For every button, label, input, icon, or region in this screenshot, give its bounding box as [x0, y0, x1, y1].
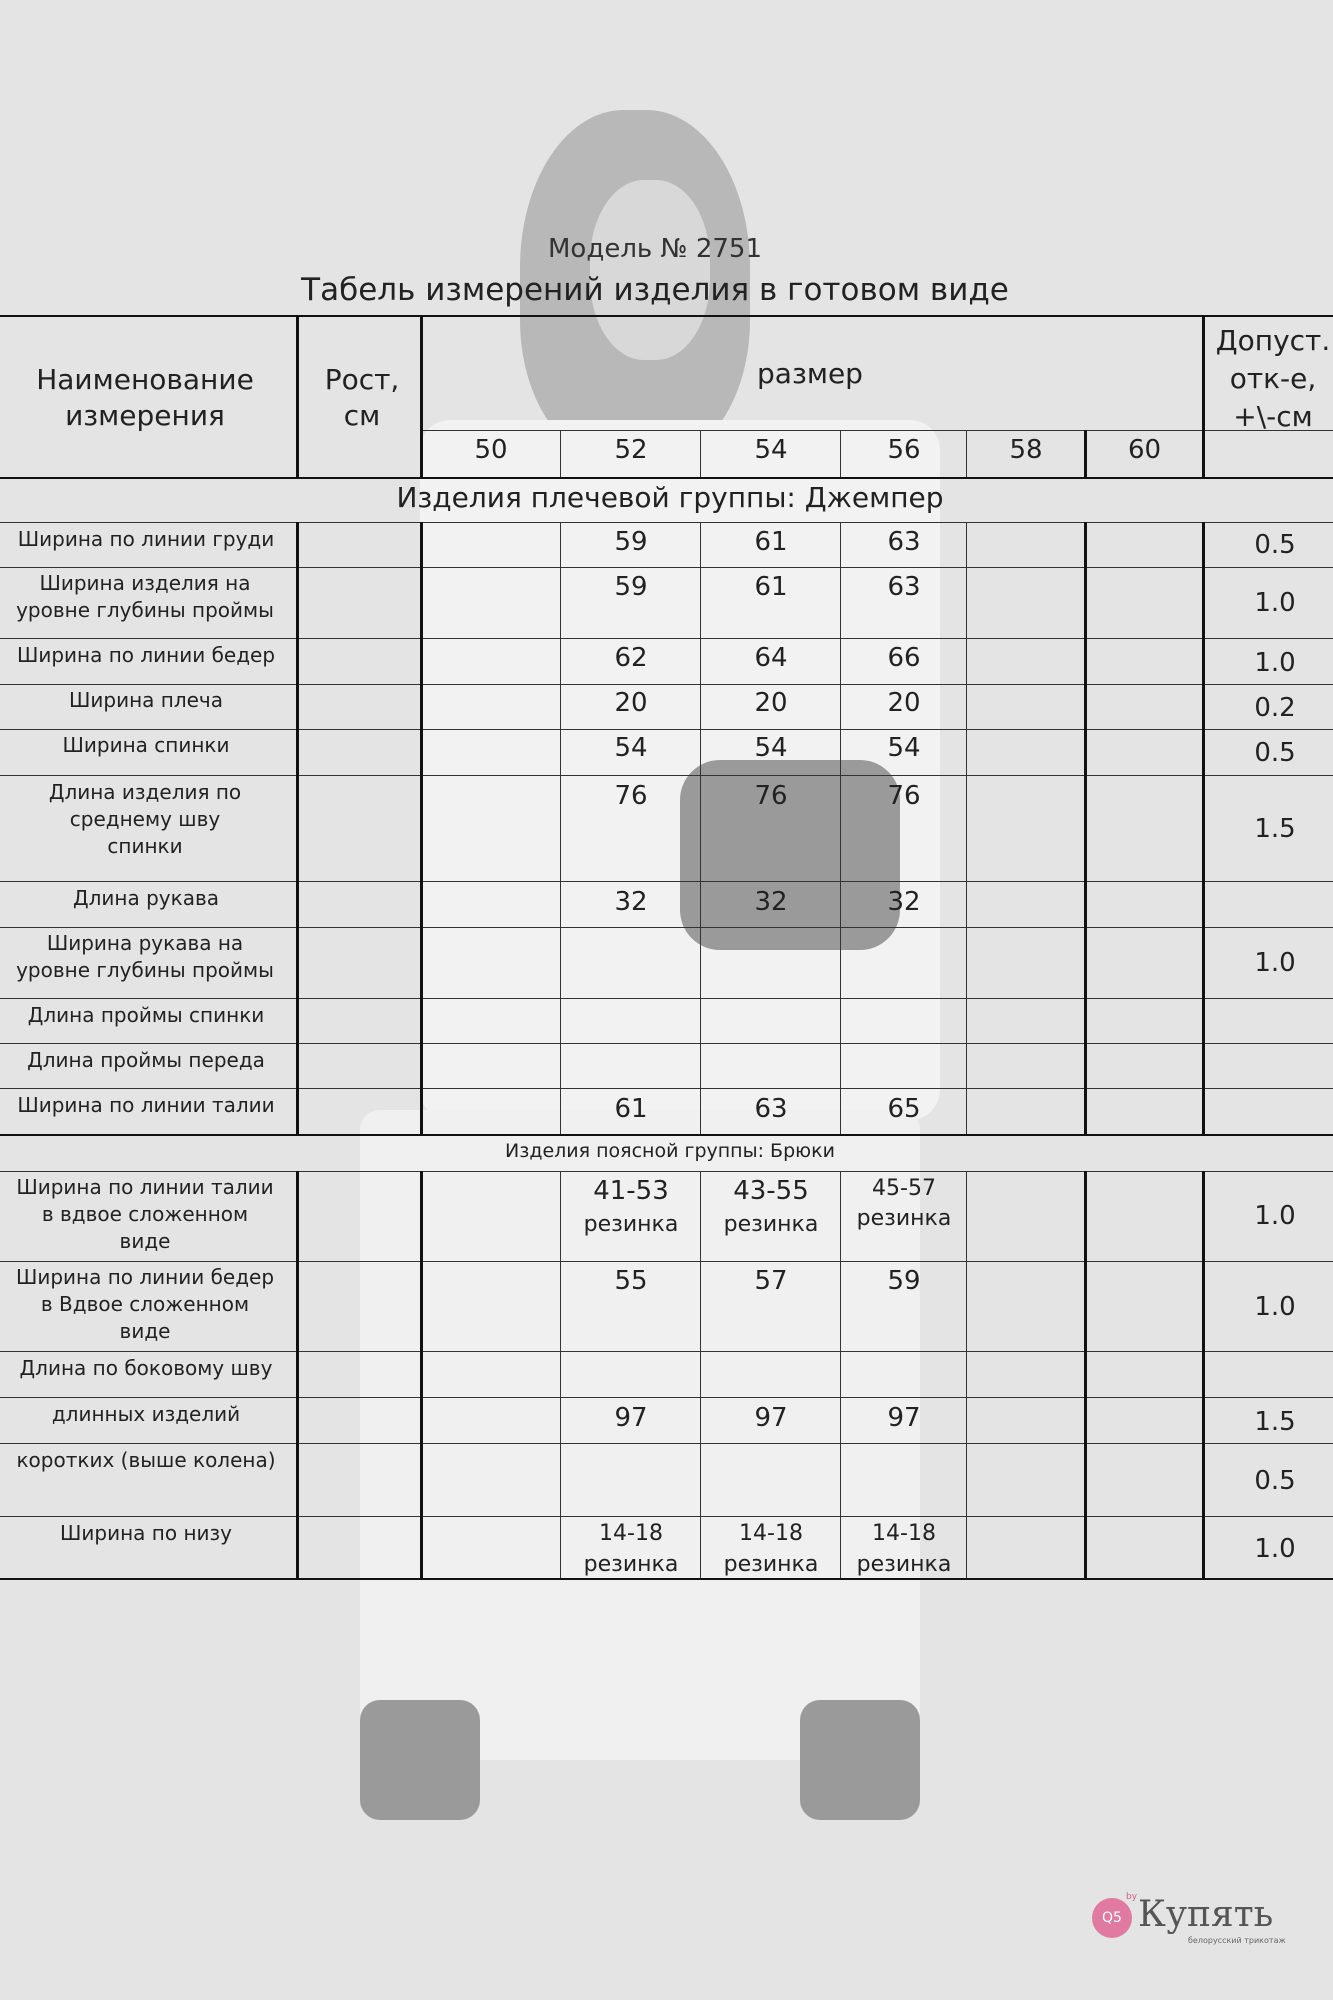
size-54: 54 [754, 435, 788, 465]
page-title: Табель измерений изделия в готовом виде [301, 272, 1009, 308]
cell-value: 55 [614, 1266, 648, 1296]
row-label: коротких (выше колена) [16, 1448, 276, 1472]
size-52: 52 [614, 435, 648, 465]
size-60: 60 [1127, 435, 1162, 465]
cell-value: 54 [614, 733, 648, 763]
row-label: Ширина плеча [68, 688, 223, 712]
row-label: Длина проймы переда [27, 1048, 265, 1072]
column-header-tolerance: Допуст. отк-е, +\-см [1215, 324, 1331, 433]
row-label: Ширина по линии бедер [16, 643, 276, 667]
cell-value: 20 [614, 688, 648, 718]
row-label: Ширина по линии талии [17, 1093, 275, 1117]
cell-value: 45-57 [872, 1176, 936, 1201]
row-label: Ширина рукава на уровне глубины проймы [16, 931, 274, 982]
cell-value: 63 [754, 1094, 788, 1124]
cell-value: 20 [887, 688, 921, 718]
row-label: Ширина по линии груди [17, 527, 275, 551]
cell-value: 59 [614, 527, 648, 557]
column-header-name: Наименование измерения [36, 363, 254, 433]
tolerance-value: 1.0 [1254, 588, 1296, 618]
tolerance-value: 0.5 [1254, 738, 1296, 768]
cell-value: 76 [614, 781, 648, 811]
column-header-height: Рост, см [324, 363, 400, 433]
cell-value: 63 [887, 527, 921, 557]
cell-value: 63 [887, 572, 921, 602]
row-label: Ширина спинки [62, 733, 230, 757]
tolerance-value: 1.0 [1254, 1534, 1296, 1564]
size-58: 58 [1009, 435, 1043, 465]
tolerance-value: 1.0 [1254, 1201, 1296, 1231]
cell-value: 41-53 [593, 1176, 669, 1206]
cell-value-note: резинка [856, 1206, 952, 1231]
cell-value: 76 [754, 781, 788, 811]
cell-value: 66 [887, 643, 921, 673]
cell-value: 65 [887, 1094, 921, 1124]
row-label: Длина по боковому шву [19, 1356, 273, 1380]
size-50: 50 [474, 435, 508, 465]
cell-value-note: резинка [856, 1552, 952, 1577]
row-label: Длина проймы спинки [27, 1003, 265, 1027]
section-lower-title: Изделия поясной группы: Брюки [505, 1140, 835, 1162]
logo-by: by [1126, 1892, 1138, 1902]
cell-value: 61 [754, 527, 788, 557]
cell-value: 32 [887, 887, 921, 917]
row-label: Длина изделия по среднему шву спинки [48, 780, 242, 858]
row-label: Ширина по низу [60, 1521, 232, 1545]
logo-tagline: белорусский трикотаж [1188, 1936, 1286, 1945]
cell-value: 14-18 [599, 1521, 663, 1546]
cell-value: 61 [614, 1094, 648, 1124]
cell-value: 54 [754, 733, 788, 763]
logo-name: Купять [1138, 1894, 1274, 1935]
cell-value-note: резинка [723, 1552, 819, 1577]
row-label: Ширина по линии талии в вдвое сложенном виде [16, 1175, 274, 1253]
cell-value-note: резинка [723, 1212, 819, 1237]
cell-value: 97 [614, 1403, 648, 1433]
tolerance-value: 1.0 [1254, 1292, 1296, 1322]
cell-value: 97 [887, 1403, 921, 1433]
tolerance-value: 0.2 [1254, 693, 1296, 723]
cell-value: 20 [754, 688, 788, 718]
column-header-size: размер [757, 357, 863, 390]
cell-value-note: резинка [583, 1212, 679, 1237]
brand-logo [1092, 1892, 1322, 1952]
cell-value: 76 [887, 781, 921, 811]
tolerance-value: 1.5 [1254, 814, 1296, 844]
cell-value: 62 [614, 643, 648, 673]
tolerance-value: 1.5 [1254, 1407, 1296, 1437]
logo-badge-icon: Q5 [1092, 1898, 1132, 1938]
row-label: Ширина по линии бедер в Вдвое сложенном виде [15, 1265, 275, 1343]
cell-value: 57 [754, 1266, 788, 1296]
model-number: Модель № 2751 [548, 234, 762, 264]
cell-value: 59 [887, 1266, 921, 1296]
size-56: 56 [887, 435, 921, 465]
row-label: Длина рукава [72, 886, 219, 910]
section-upper-title: Изделия плечевой группы: Джемпер [396, 481, 944, 514]
cell-value: 14-18 [739, 1521, 803, 1546]
cell-value: 32 [614, 887, 648, 917]
cell-value: 97 [754, 1403, 788, 1433]
tolerance-value: 0.5 [1254, 1466, 1296, 1496]
row-label: длинных изделий [51, 1402, 241, 1426]
tolerance-value: 0.5 [1254, 530, 1296, 560]
tolerance-value: 1.0 [1254, 948, 1296, 978]
cell-value: 14-18 [872, 1521, 936, 1546]
cell-value: 54 [887, 733, 921, 763]
cell-value: 61 [754, 572, 788, 602]
cell-value: 64 [754, 643, 788, 673]
row-label: Ширина изделия на уровне глубины проймы [16, 571, 274, 622]
cell-value: 59 [614, 572, 648, 602]
cell-value-note: резинка [583, 1552, 679, 1577]
cell-value: 43-55 [733, 1176, 809, 1206]
cell-value: 32 [754, 887, 788, 917]
tolerance-value: 1.0 [1254, 648, 1296, 678]
